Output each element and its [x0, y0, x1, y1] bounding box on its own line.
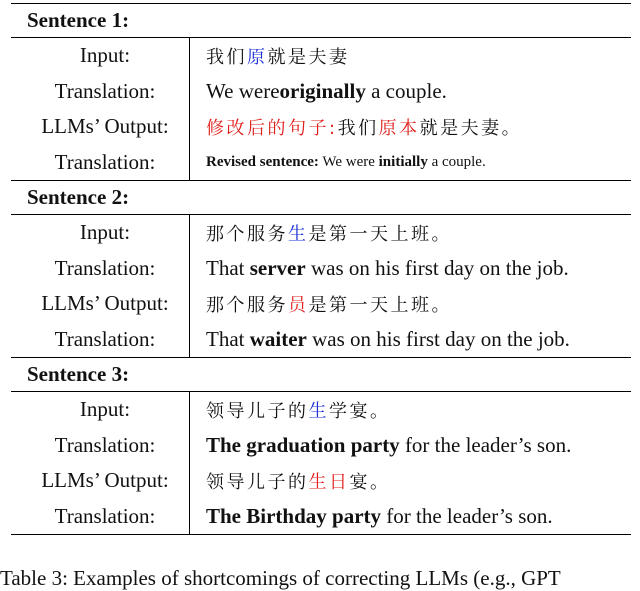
translation-value: That waiter was on his first day on the job.: [189, 322, 631, 358]
sentence-2-translation-row: [11, 251, 631, 287]
highlighted-correction: 生日: [308, 471, 350, 493]
sentence-3-output-row: [11, 463, 631, 499]
sentence-2-input-row: [11, 215, 631, 251]
output-value: 那个服务 员 是第一天上班。: [189, 286, 631, 322]
output-value: 领导儿子的 生日 宴。: [189, 463, 631, 499]
sentence-1-output-row: [11, 109, 631, 145]
sentence-3-translation-row: [11, 428, 631, 464]
examples-table: [11, 3, 631, 535]
translation-value: The Birthday party for the leader’s son.: [189, 499, 631, 535]
input-label: Input:: [79, 43, 131, 68]
input-label: Input:: [79, 220, 131, 245]
translation-label: Translation:: [54, 78, 156, 103]
input-value: 我们 原 就是夫妻: [189, 38, 631, 74]
translation-value: We were originally a couple.: [189, 74, 631, 110]
sentence-1-translation2-row: [11, 145, 631, 182]
sentence-2-translation2-row: [11, 322, 631, 359]
translation-label: Translation:: [54, 326, 156, 351]
output-label: LLMs’ Output:: [41, 291, 169, 316]
output-label: LLMs’ Output:: [41, 468, 169, 493]
highlighted-correction: 员: [288, 294, 309, 316]
revised-prefix: 修改后的句子:: [206, 117, 338, 139]
sentence-1-input-row: [11, 38, 631, 74]
sentence-3-input-row: [11, 392, 631, 428]
highlighted-correction: 原本: [378, 117, 420, 139]
sentence-2-output-row: [11, 286, 631, 322]
highlighted-error-char: 生: [308, 400, 329, 422]
sentence-1-header: Sentence 1:: [11, 4, 631, 38]
translation-value: The graduation party for the leader’s son.: [189, 428, 631, 464]
highlighted-error-char: 生: [288, 223, 309, 245]
translation-label: Translation:: [54, 503, 156, 528]
translation-value: Revised sentence: We were initially a couple.: [189, 145, 631, 181]
input-label: Input:: [79, 397, 131, 422]
highlighted-error-char: 原: [247, 46, 268, 68]
translation-label: Translation:: [54, 255, 156, 280]
output-value: 修改后的句子: 我们 原本 就是夫妻。: [189, 109, 631, 145]
sentence-3-header: Sentence 3:: [11, 358, 631, 392]
translation-value: That server was on his first day on the job.: [189, 251, 631, 287]
sentence-3-translation2-row: [11, 499, 631, 536]
input-value: 领导儿子的 生 学宴。: [189, 392, 631, 428]
table-caption: Table 3: Examples of shortcomings of correcting LLMs (e.g., GPT: [0, 566, 561, 590]
translation-label: Translation:: [54, 149, 156, 174]
sentence-1-translation-row: [11, 74, 631, 110]
output-label: LLMs’ Output:: [41, 114, 169, 139]
translation-label: Translation:: [54, 432, 156, 457]
sentence-2-header: Sentence 2:: [11, 181, 631, 215]
input-value: 那个服务 生 是第一天上班。: [189, 215, 631, 251]
